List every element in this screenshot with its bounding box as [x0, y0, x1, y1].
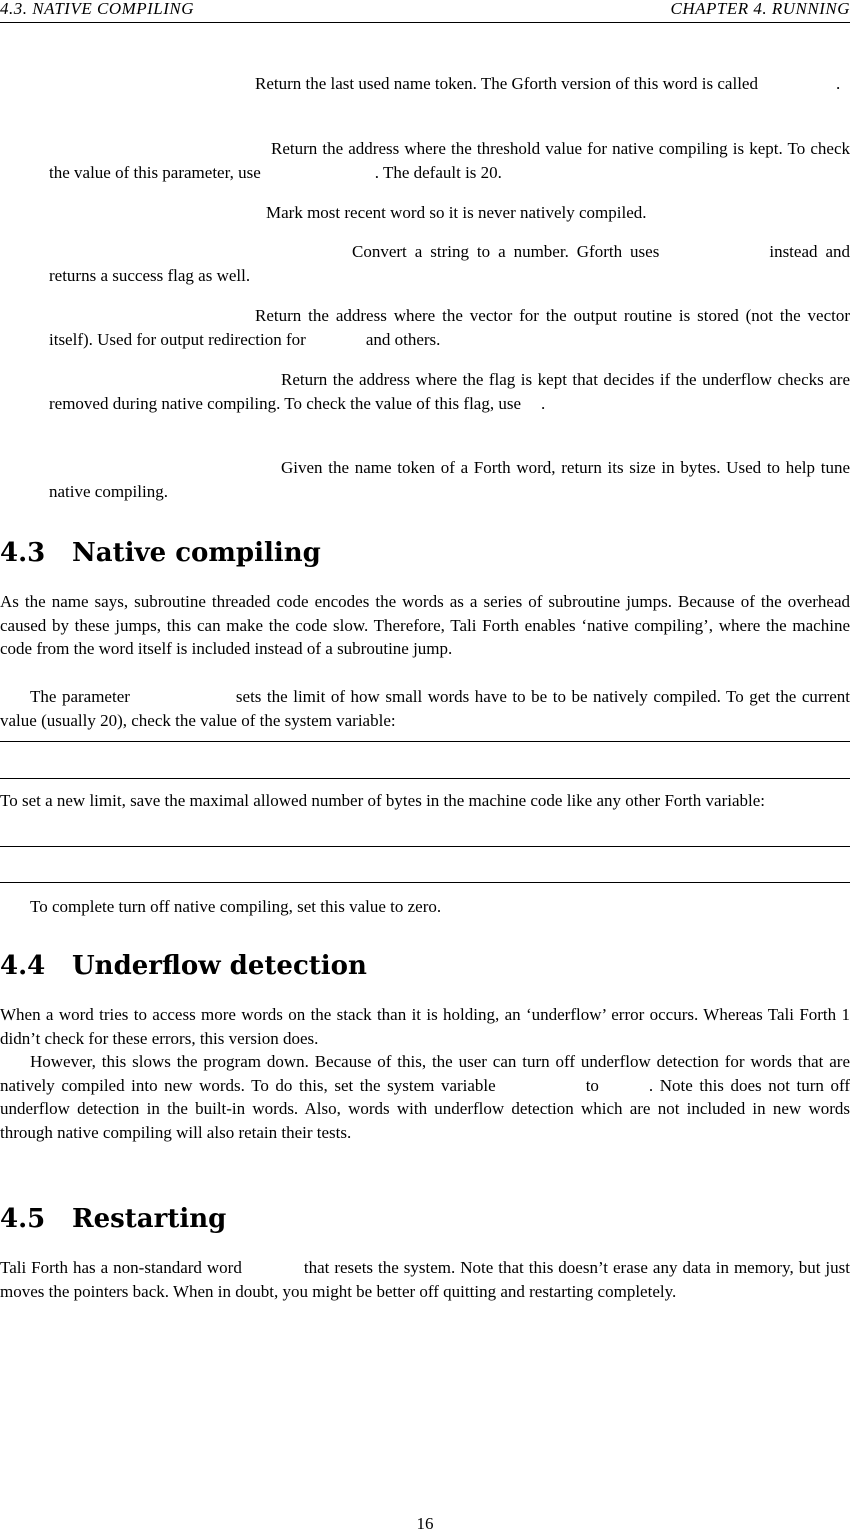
glossary-entry-output [49, 304, 850, 351]
entry-description-end: . [835, 74, 841, 93]
section-number: 4.4 [0, 951, 46, 981]
paragraph-native-intro: As the name says, subroutine threaded code encodes the words as a series of subroutine jumps. Because of the overhead caused by these jumps, this can make the code slow. Therefore, Tali Forth enables ‘native compiling’, where the machine code from the word itself is included instead of a subroutine jump. [0, 592, 850, 658]
section-heading-native-compiling [0, 538, 321, 568]
entry-description: Mark most recent word so it is never natively compiled. [266, 203, 647, 222]
glossary-entry-never-native [49, 201, 850, 225]
paragraph-native-off: To complete turn off native compiling, set this value to zero. [30, 897, 442, 916]
glossary-entry-uf-strip [49, 368, 850, 415]
glossary-entry-wordsize [49, 456, 850, 503]
section-heading-restarting [0, 1204, 226, 1234]
header-section: 4.3. NATIVE COMPILING [0, 0, 195, 18]
entry-description: Return the address where the threshold value for native compiling is kept. To check the value of this parameter, use [49, 139, 850, 182]
section-number: 4.5 [0, 1204, 46, 1234]
glossary-entry-latestnt [49, 72, 850, 96]
section-heading-underflow [0, 951, 367, 981]
section-title: Underflow detection [72, 951, 367, 981]
entry-description-end: . The default is 20. [374, 162, 502, 182]
entry-description-end: instead and returns a success flag as well. [49, 242, 850, 285]
header-chapter: CHAPTER 4. RUNNING [670, 0, 850, 18]
paragraph-text-cont: sets the limit of how small words have to be to be natively compiled. To get the current value (usually 20), check the value of the system variable: [0, 687, 850, 730]
paragraph-text: The parameter [30, 687, 130, 706]
entry-description: Return the last used name token. The Gforth version of this word is called [255, 74, 758, 93]
entry-description: Return the address where the vector for the output routine is stored (not the vector itself). Used for output redirection for [49, 306, 850, 349]
entry-description-end: . [541, 393, 546, 413]
paragraph-restarting [0, 1256, 850, 1303]
paragraph-native-limit [0, 685, 850, 732]
paragraph-text-cont: to [585, 1075, 599, 1095]
code-block-bottom-rule [0, 778, 850, 779]
entry-description-end: and others. [365, 329, 441, 349]
running-header [0, 0, 850, 23]
code-block-top-rule [0, 741, 850, 742]
section-title: Native compiling [72, 538, 321, 568]
paragraph-underflow-intro: When a word tries to access more words on the stack than it is holding, an ‘underflow’ error occurs. Whereas Tali Forth 1 didn’t check for these errors, this version does. [0, 1005, 850, 1048]
paragraph-underflow-disable [0, 1050, 850, 1144]
code-block-bottom-rule [0, 882, 850, 883]
code-block-top-rule [0, 846, 850, 847]
paragraph-native-set: To set a new limit, save the maximal allowed number of bytes in the machine code like any other Forth variable: [0, 791, 765, 810]
entry-description: Given the name token of a Forth word, return its size in bytes. Used to help tune native compiling. [49, 458, 850, 501]
paragraph-text: However, this slows the program down. Because of this, the user can turn off underflow detection for words that are natively compiled into new words. To do this, set the system variable [0, 1052, 850, 1095]
glossary-entry-nc-limit [49, 137, 850, 184]
section-number: 4.3 [0, 538, 46, 568]
entry-description: Return the address where the flag is kept that decides if the underflow checks are removed during native compiling. To check the value of this flag, use [49, 370, 850, 413]
paragraph-text-cont: that resets the system. Note that this doesn’t erase any data in memory, but just moves the pointers back. When in doubt, you might be better off quitting and restarting completely. [0, 1258, 850, 1301]
page-number: 16 [416, 1514, 434, 1533]
glossary-entry-number [49, 240, 850, 287]
paragraph-text: Tali Forth has a non-standard word [0, 1258, 242, 1277]
section-title: Restarting [72, 1204, 227, 1234]
entry-description: Convert a string to a number. Gforth uses [352, 242, 660, 261]
paragraph-text-end: . Note this does not turn off underflow detection in the built-in words. Also, words with underflow detection which are not included in new words through native compiling will also retain their tests. [0, 1075, 850, 1142]
